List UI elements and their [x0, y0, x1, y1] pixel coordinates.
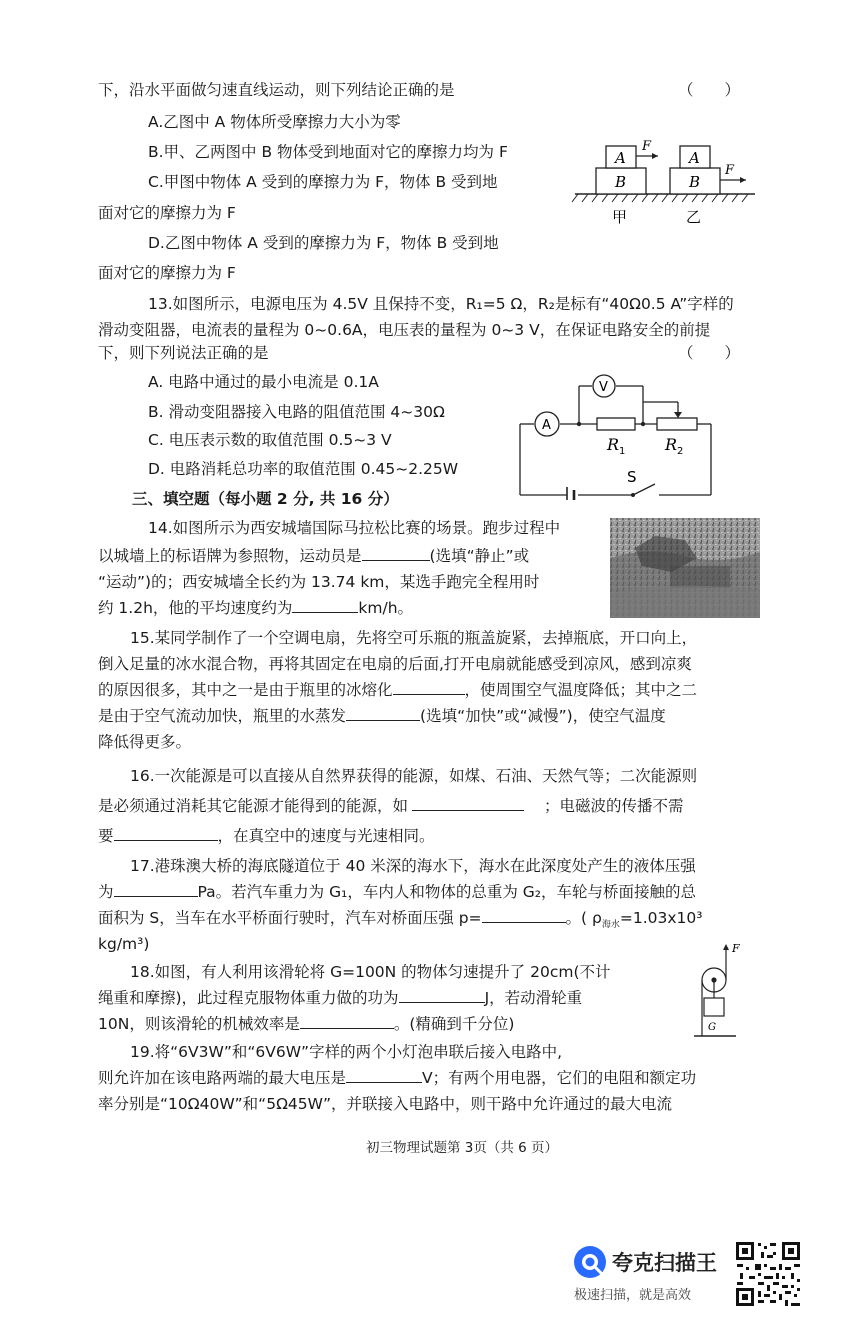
q12-option-c-line1: C.甲图中物体 A 受到的摩擦力为 F，物体 B 受到地: [148, 173, 498, 191]
q12-jia-block-b-label: B: [615, 173, 627, 191]
q12-jia-force-label: F: [642, 139, 652, 154]
q12-yi-block-a-label: A: [689, 149, 700, 167]
q12-jia-block-a-label: A: [615, 149, 626, 167]
q19-blank-1[interactable]: [346, 1068, 422, 1083]
q12-option-d-line2: 面对它的摩擦力为 F: [98, 264, 236, 282]
q17-line3-text-b: 。( ρ: [565, 909, 602, 927]
q17-line4: kg/m³): [98, 935, 150, 953]
q18-blank-2[interactable]: [300, 1014, 394, 1029]
q15-blank-1[interactable]: [393, 680, 465, 695]
q17-blank-1[interactable]: [114, 882, 198, 897]
q18-blank-1[interactable]: [399, 988, 485, 1003]
q18-line3: [98, 1014, 514, 1034]
q16-blank-1[interactable]: [412, 796, 524, 811]
q16-line3-text-b: ，在真空中的速度与光速相同。: [217, 827, 435, 845]
q18-line2-text-b: J，若动滑轮重: [484, 989, 583, 1007]
q13-option-c: C. 电压表示数的取值范围 0.5~3 V: [148, 431, 392, 449]
q19-line1: 19.将“6V3W”和“6V6W”字样的两个小灯泡串联后接入电路中,: [130, 1043, 563, 1061]
q12-yi-block-b-label: B: [689, 173, 701, 191]
q19-line2-text: 则允许加在该电路两端的最大电压是: [98, 1069, 347, 1087]
q17-line2-text: 为: [98, 883, 114, 901]
q13-r2-label: R: [665, 435, 678, 454]
q15-line4-text: 是由于空气流动加快，瓶里的水蒸发: [98, 707, 347, 725]
q16-line1: 16.一次能源是可以直接从自然界获得的能源，如煤、石油、天然气等；二次能源则: [130, 767, 698, 785]
q15-blank-2[interactable]: [346, 706, 420, 721]
q14-line4: [98, 598, 413, 618]
q17-line2-text-b: Pa。若汽车重力为 G₁，车内人和物体的总重为 G₂，车轮与桥面接触的总: [197, 883, 696, 901]
q14-line2-text: 以城墙上的标语牌为参照物，运动员是: [98, 547, 362, 565]
q15-line5: 降低得更多。: [98, 733, 192, 751]
q13-stem-line2: 滑动变阻器，电流表的量程为 0~0.6A，电压表的量程为 0~3 V，在保证电路安全的前提: [98, 321, 711, 339]
q18-line3-text: 10N，则该滑轮的机械效率是: [98, 1015, 300, 1033]
q12-option-c-line2: 面对它的摩擦力为 F: [98, 204, 236, 222]
q18-weight-label: G: [708, 1022, 716, 1033]
q19-line2: [98, 1068, 696, 1088]
q15-line2: 倒入足量的冰水混合物，再将其固定在电扇的后面,打开电扇就能感受到凉风，感到凉爽: [98, 655, 692, 673]
q12-option-a: A.乙图中 A 物体所受摩擦力大小为零: [148, 113, 401, 131]
q15-line3-text: 的原因很多，其中之一是由于瓶里的冰熔化: [98, 681, 393, 699]
q16-line2: [98, 796, 684, 816]
q19-line2-text-b: V；有两个用电器，它们的电阻和额定功: [422, 1069, 697, 1087]
q16-line2-text-b: ；电磁波的传播不需: [544, 797, 684, 815]
watermark-brand-name: 夸克扫描王: [612, 1251, 717, 1275]
q14-line4-text-b: km/h。: [358, 599, 414, 617]
q14-blank-1[interactable]: [362, 546, 430, 561]
qr-code-icon: [734, 1240, 802, 1308]
q12-label-jia: 甲: [612, 208, 628, 226]
q18-line2-text: 绳重和摩擦)，此过程克服物体重力做的功为: [98, 989, 399, 1007]
q13-circuit-diagram: [515, 372, 715, 500]
q16-line2-text: 是必须通过消耗其它能源才能得到的能源，如: [98, 797, 409, 815]
q14-line3: “运动”)的；西安城墙全长约为 13.74 km，某选手跑完全程用时: [98, 573, 540, 591]
q13-voltmeter-label: V: [599, 380, 608, 395]
q18-line1: 18.如图，有人利用该滑轮将 G=100N 的物体匀速提升了 20cm(不计: [130, 963, 611, 981]
q17-line3-text-c: =1.03x10³: [619, 909, 703, 927]
q17-line1: 17.港珠澳大桥的海底隧道位于 40 米深的海水下，海水在此深度处产生的液体压强: [130, 857, 696, 875]
watermark-slogan: 极速扫描，就是高效: [574, 1288, 692, 1303]
q16-line3-text: 要: [98, 827, 114, 845]
q17-density-subscript: 海水: [601, 920, 620, 931]
q15-line3: [98, 680, 697, 700]
quark-logo-icon: [572, 1244, 608, 1280]
q12-block-figure: [570, 136, 760, 228]
section-3-heading: 三、填空题（每小题 2 分, 共 16 分）: [132, 490, 399, 508]
q17-line2: [98, 882, 696, 902]
q14-blank-2[interactable]: [292, 598, 358, 613]
q12-stem-tail: 下，沿水平面做匀速直线运动，则下列结论正确的是: [98, 81, 455, 99]
q14-line1: 14.如图所示为西安城墙国际马拉松比赛的场景。跑步过程中: [148, 519, 561, 537]
q15-line4-text-b: (选填“加快”或“减慢”)，使空气温度: [420, 707, 666, 725]
q18-pulley-figure: [692, 940, 762, 1040]
q13-r1-subscript: 1: [619, 446, 626, 457]
q13-r2-subscript: 2: [677, 446, 684, 457]
q12-answer-bracket: （ ）: [678, 81, 741, 99]
q14-line2: [98, 546, 529, 566]
q17-line3: [98, 908, 702, 935]
q14-line2-text-b: (选填“静止”或: [429, 547, 530, 565]
q13-stem-line1: 13.如图所示，电源电压为 4.5V 且保持不变，R₁=5 Ω，R₂是标有“40Ω0.5 A”字样的: [148, 295, 734, 313]
q13-option-a: A. 电路中通过的最小电流是 0.1A: [148, 373, 379, 391]
q13-answer-bracket: （ ）: [678, 344, 741, 362]
q15-line4: [98, 706, 666, 726]
q18-line3-text-b: 。(精确到千分位): [393, 1015, 515, 1033]
q13-ammeter-label: A: [542, 418, 551, 433]
page-footer: 初三物理试题第 3页（共 6 页）: [366, 1140, 559, 1156]
q17-blank-2[interactable]: [482, 908, 566, 923]
q16-blank-2[interactable]: [114, 826, 218, 841]
q13-switch-label: S: [627, 468, 637, 486]
q19-line3: 率分别是“10Ω40W”和“5Ω45W”，并联接入电路中，则干路中允许通过的最大电流: [98, 1095, 672, 1113]
q15-line3-text-b: ，使周围空气温度降低；其中之二: [464, 681, 698, 699]
q16-line3: [98, 826, 435, 846]
q12-yi-force-label: F: [725, 163, 735, 178]
q18-force-label: F: [732, 942, 740, 955]
q13-option-d: D. 电路消耗总功率的取值范围 0.45~2.25W: [148, 460, 459, 478]
q12-option-d-line1: D.乙图中物体 A 受到的摩擦力为 F，物体 B 受到地: [148, 234, 499, 252]
q13-stem-line3: 下，则下列说法正确的是: [98, 344, 269, 362]
q14-line4-text: 约 1.2h，他的平均速度约为: [98, 599, 293, 617]
q12-option-b: B.甲、乙两图中 B 物体受到地面对它的摩擦力均为 F: [148, 143, 508, 161]
q12-label-yi: 乙: [686, 208, 702, 226]
q17-line3-text: 面积为 S，当车在水平桥面行驶时，汽车对桥面压强 p=: [98, 909, 482, 927]
q15-line1: 15.某同学制作了一个空调电扇，先将空可乐瓶的瓶盖旋紧，去掉瓶底，开口向上，: [130, 629, 698, 647]
q13-option-b: B. 滑动变阻器接入电路的阻值范围 4~30Ω: [148, 403, 445, 421]
q14-marathon-photo: [610, 518, 760, 618]
q18-line2: [98, 988, 582, 1008]
q13-r1-label: R: [607, 435, 620, 454]
